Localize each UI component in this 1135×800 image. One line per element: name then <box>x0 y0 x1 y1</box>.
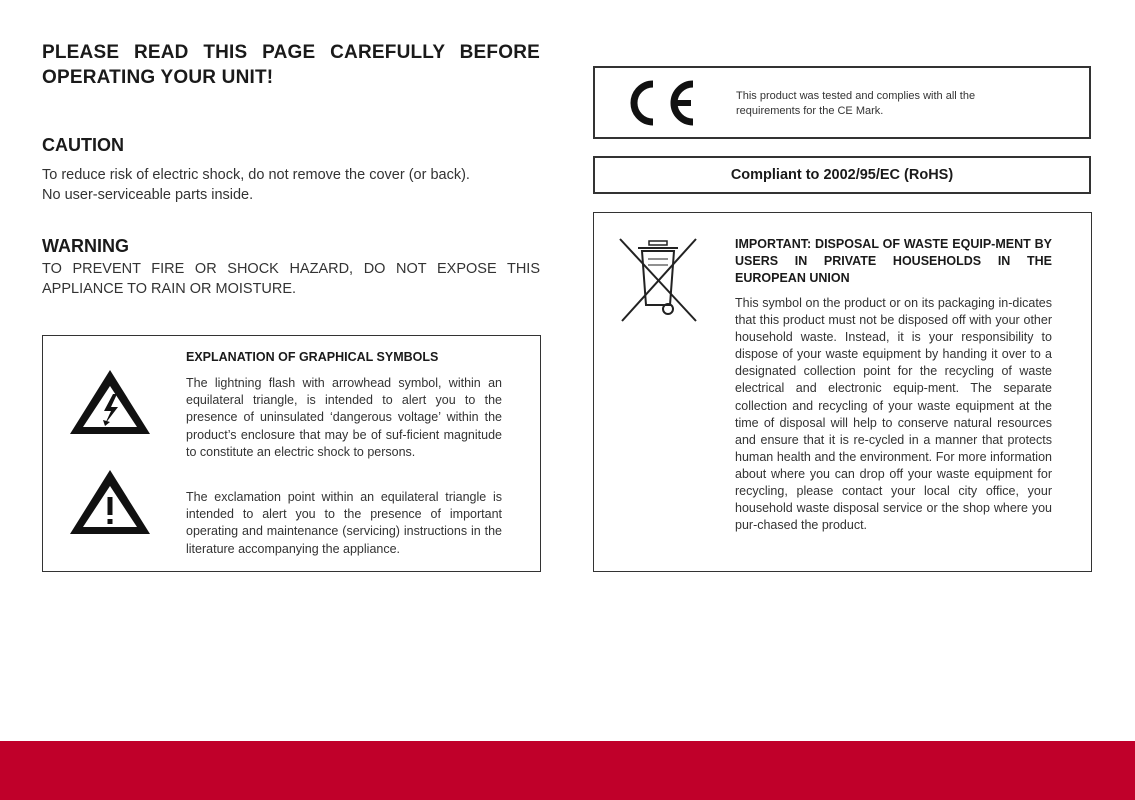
lightning-warning-triangle-icon <box>67 366 153 443</box>
caution-line-2: No user-serviceable parts inside. <box>42 187 254 203</box>
exclamation-warning-triangle-icon <box>67 466 153 543</box>
warning-title: WARNING <box>42 236 129 256</box>
graphical-symbols-box <box>42 335 541 572</box>
warning-text: TO PREVENT FIRE OR SHOCK HAZARD, DO NOT EXPOSE THIS APPLIANCE TO RAIN OR MOISTURE. <box>42 261 540 297</box>
symbols-title: EXPLANATION OF GRAPHICAL SYMBOLS <box>186 350 439 364</box>
footer-bar <box>0 741 1135 800</box>
weee-text: This symbol on the product or on its packaging in-dicates that this product must not be disposed off with your other household waste. Instead, it is your responsibility to dispose of your waste equipment by handing it over to a designated collection point for the recycling of waste electrical and electronic equip-ment. The separate collection and recycling of your waste equipment at the time of disposal will help to conserve natural resources and ensure that it is re-cycled in a manner that protects human health and the environment. For more information about where you can drop off your waste equipment for recycling, please contact your local city office, your household waste disposal service or the shop where you pur-chased the product. <box>735 296 1052 533</box>
caution-text <box>42 165 540 205</box>
rohs-box <box>593 156 1091 194</box>
lightning-explanation: The lightning flash with arrowhead symbol, within an equilateral triangle, is intended to alert you to the presence of uninsulated ‘dangerous voltage’ within the product’s enclosure that may be of suf-ficient magnitude to constitute an electric shock to persons. <box>186 376 502 459</box>
weee-disposal-box <box>593 212 1092 572</box>
exclamation-explanation: The exclamation point within an equilateral triangle is intended to alert you to the presence of important operating and maintenance (servicing) instructions in the literature accompanying the appliance. <box>186 490 502 556</box>
ce-mark-box <box>593 66 1091 139</box>
weee-title: IMPORTANT: DISPOSAL OF WASTE EQUIP-MENT BY USERS IN PRIVATE HOUSEHOLDS IN THE EUROPEAN UNION <box>735 237 1052 285</box>
caution-title: CAUTION <box>42 135 124 155</box>
page-heading: PLEASE READ THIS PAGE CAREFULLY BEFORE OPERATING YOUR UNIT! <box>42 42 540 88</box>
caution-line-1: To reduce risk of electric shock, do not remove the cover (or back). <box>42 167 470 183</box>
rohs-text: Compliant to 2002/95/EC (RoHS) <box>730 167 954 183</box>
ce-mark-icon <box>621 74 701 137</box>
crossed-out-bin-icon <box>616 235 702 330</box>
ce-compliance-text: This product was tested and complies with all the requirements for the CE Mark. <box>736 90 976 117</box>
